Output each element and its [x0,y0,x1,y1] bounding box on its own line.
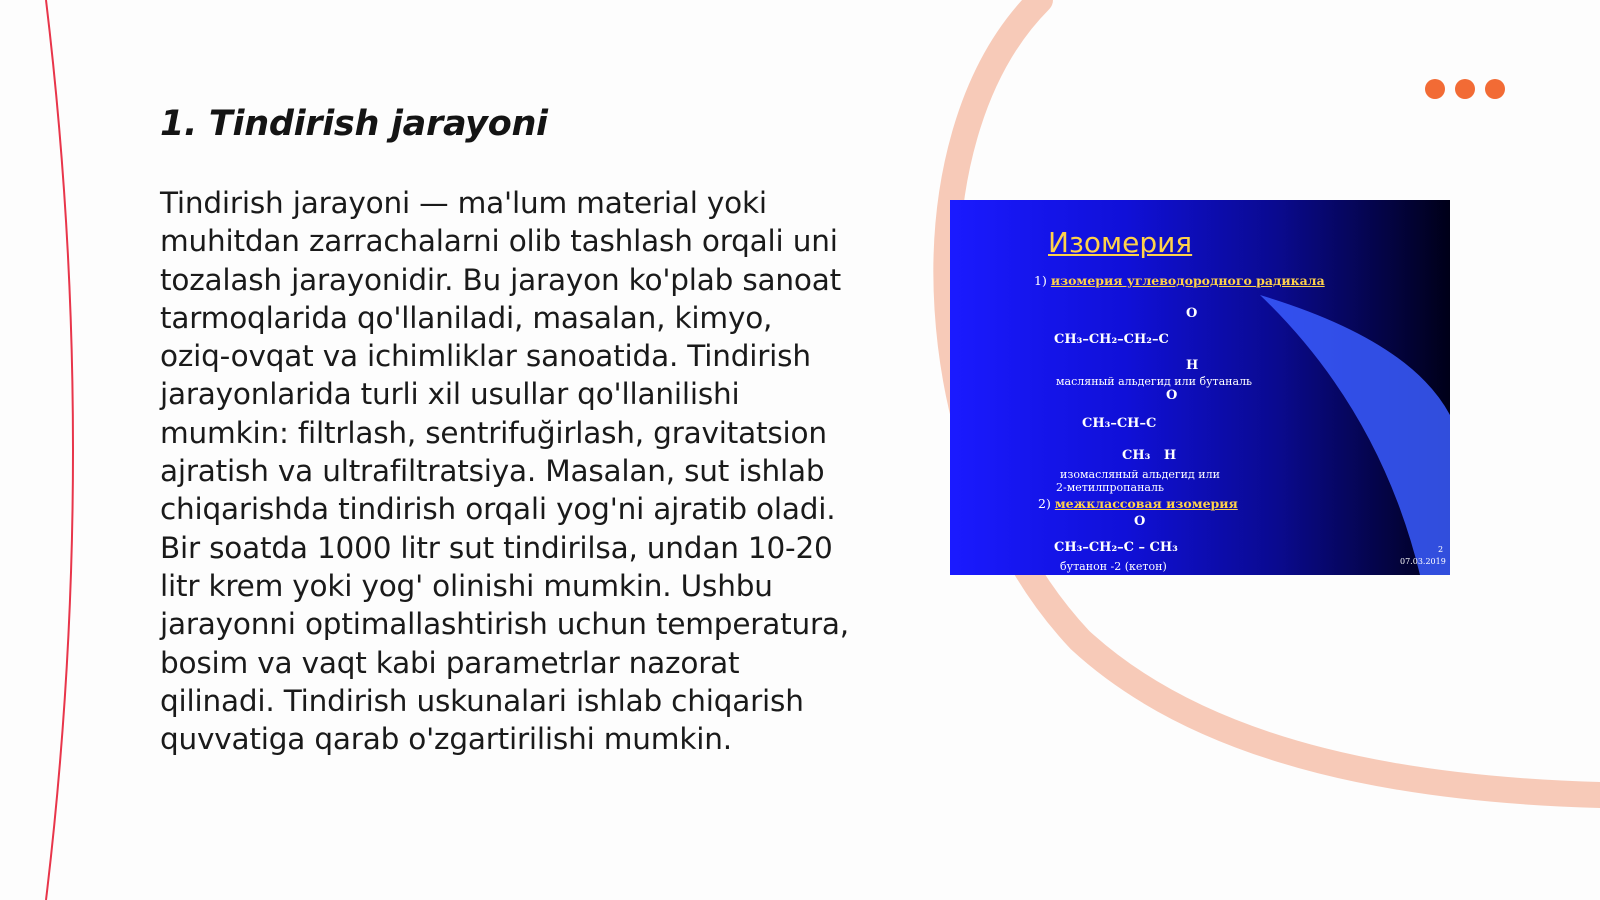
slide-heading: Изомерия [1048,226,1193,259]
formula-1-hydrogen: H [1186,358,1199,373]
item-2-label: межклассовая изомерия [1054,496,1238,511]
body-paragraph: Tindirish jarayoni — ma'lum material yoki muhitdan zarrachalarni olib tashlash orqali uni tozalash jarayonidir. Bu jarayon ko'plab sanoat tarmoqlarida qo'llaniladi, masalan, kimyo, oziq-ovqat va ichimliklar sanoatida. Tindirish jarayonlarida turli xil usullar qo'llanilishi mumkin: filtrlash, sentrifuğirlash, gravitatsion ajratish va ultrafiltratsiya. Masalan, sut ishlab chiqarishda tindirish orqali yog'ni ajratib oladi. Bir soatda 1000 litr sut tindirilsa, undan 10-20 litr krem yoki yog' olinishi mumkin. Ushbu jarayonni optimallashtirish uchun temperatura, bosim va vaqt kabi parametrlar nazorat qilinadi. Tindirish uskunalari ishlab chiqarish quvvatiga qarab o'zgartirilishi mumkin. [160,186,849,757]
formula-2-chain: CH₃–CH–C [1082,416,1157,431]
slide-page-number: 2 [1438,545,1444,554]
slide-item-1 [1034,273,1325,288]
formula-2-branch: CH₃ H [1122,448,1177,463]
item-2-number: 2) [1038,496,1051,511]
dots-decoration [1425,79,1505,99]
slide-title: 1. Tindirish jarayoni [160,104,548,144]
embedded-slide-image [950,200,1450,575]
formula-2-oxygen: O [1166,388,1178,403]
formula-3-oxygen: O [1134,514,1146,529]
slide-item-2 [1038,496,1238,511]
dot-icon [1425,79,1445,99]
item-1-number: 1) [1034,273,1047,288]
formula-2-caption-1: изомасляный альдегид или [1060,468,1220,481]
formula-1-caption: масляный альдегид или бутаналь [1056,375,1253,388]
formula-1-chain: CH₃–CH₂–CH₂–C [1054,332,1169,347]
formula-3-chain: CH₃–CH₂–C – CH₃ [1054,540,1178,555]
formula-3-caption: бутанон -2 (кетон) [1060,560,1167,573]
formula-2-caption-2: 2-метилпропаналь [1056,481,1164,494]
item-1-label: изомерия углеводородного радикала [1050,273,1325,288]
dot-icon [1455,79,1475,99]
left-edge-curve [46,0,73,900]
dot-icon [1485,79,1505,99]
formula-1-oxygen: O [1186,306,1198,321]
slide-date: 07.03.2019 [1400,557,1446,566]
